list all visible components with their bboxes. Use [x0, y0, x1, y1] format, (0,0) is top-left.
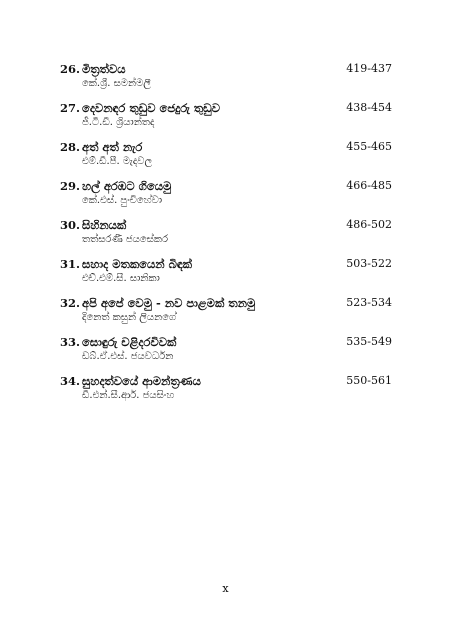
toc-entry-pages: 523-534 [346, 296, 392, 309]
table-of-contents [60, 60, 392, 411]
toc-entry-author: කේ.එස්. පුංචිහේවා [82, 195, 163, 206]
toc-entry [60, 138, 392, 177]
toc-entry-number: 28. [60, 140, 81, 154]
toc-entry-title: අපි අපේ වෙමු - නව පාළමක් තනමු [82, 296, 256, 310]
toc-entry-author: ඩබ්.ඒ.එස්. ජයවර්ධන [82, 351, 174, 362]
toc-entry-number: 33. [60, 335, 81, 349]
toc-entry-number: 26. [60, 62, 81, 76]
toc-entry-pages: 419-437 [346, 62, 392, 75]
toc-entry-number: 32. [60, 296, 81, 310]
toc-entry-number: 30. [60, 218, 81, 232]
toc-entry-author: දිනෙත් කසුන් ලියනගේ [82, 312, 177, 323]
toc-entry [60, 294, 392, 333]
toc-entry-pages: 438-454 [346, 101, 392, 114]
toc-entry-number: 27. [60, 101, 81, 115]
toc-entry-pages: 455-465 [346, 140, 392, 153]
toc-entry-author: ඩී.එන්.සී.ආර්. ජයසිංහ [82, 390, 175, 401]
toc-entry-pages: 535-549 [346, 335, 392, 348]
toc-entry [60, 60, 392, 99]
toc-entry-number: 29. [60, 179, 81, 193]
toc-entry-pages: 466-485 [346, 179, 392, 192]
toc-entry-author: ජී.ටී.ඩී. ශ්‍රියාන්තද [82, 117, 155, 128]
toc-entry-title: සුහදත්වයේ ආමන්ත්‍රණය [82, 374, 201, 388]
toc-entry-title: හල් අරඹට ගියෙමු [82, 179, 172, 193]
toc-entry-author: එම්.ඩී.පී. මැදවල [82, 156, 153, 167]
toc-entry-pages: 503-522 [346, 257, 392, 270]
toc-entry-title: දෙවනඳර තුඩුව ජෙදුරු තුඩුව [82, 101, 220, 115]
toc-entry-title: මිත්‍රත්වය [82, 62, 126, 76]
toc-entry [60, 255, 392, 294]
toc-entry [60, 177, 392, 216]
toc-entry [60, 216, 392, 255]
toc-entry-author: කේ.ශ්‍රී. සමන්මලී [82, 78, 151, 89]
toc-entry [60, 99, 392, 138]
toc-entry-title: සහාද මතකයෙන් බිඳක් [82, 257, 193, 271]
toc-entry-number: 34. [60, 374, 81, 388]
toc-entry-number: 31. [60, 257, 81, 271]
toc-entry-title: අත් අත් නැර [82, 140, 143, 154]
toc-entry-title: සොඳුරු චළිදරවිවක් [82, 335, 177, 349]
toc-entry-pages: 486-502 [346, 218, 392, 231]
toc-entry [60, 333, 392, 372]
toc-entry-author: තත්සරණී ජයසේකර [82, 234, 168, 245]
toc-entry [60, 372, 392, 411]
page-number: x [222, 582, 229, 595]
toc-entry-pages: 550-561 [346, 374, 392, 387]
toc-entry-author: එච්.එම්.සී. සානිකා [82, 273, 160, 284]
toc-entry-title: සිහිනයක් [82, 218, 127, 232]
